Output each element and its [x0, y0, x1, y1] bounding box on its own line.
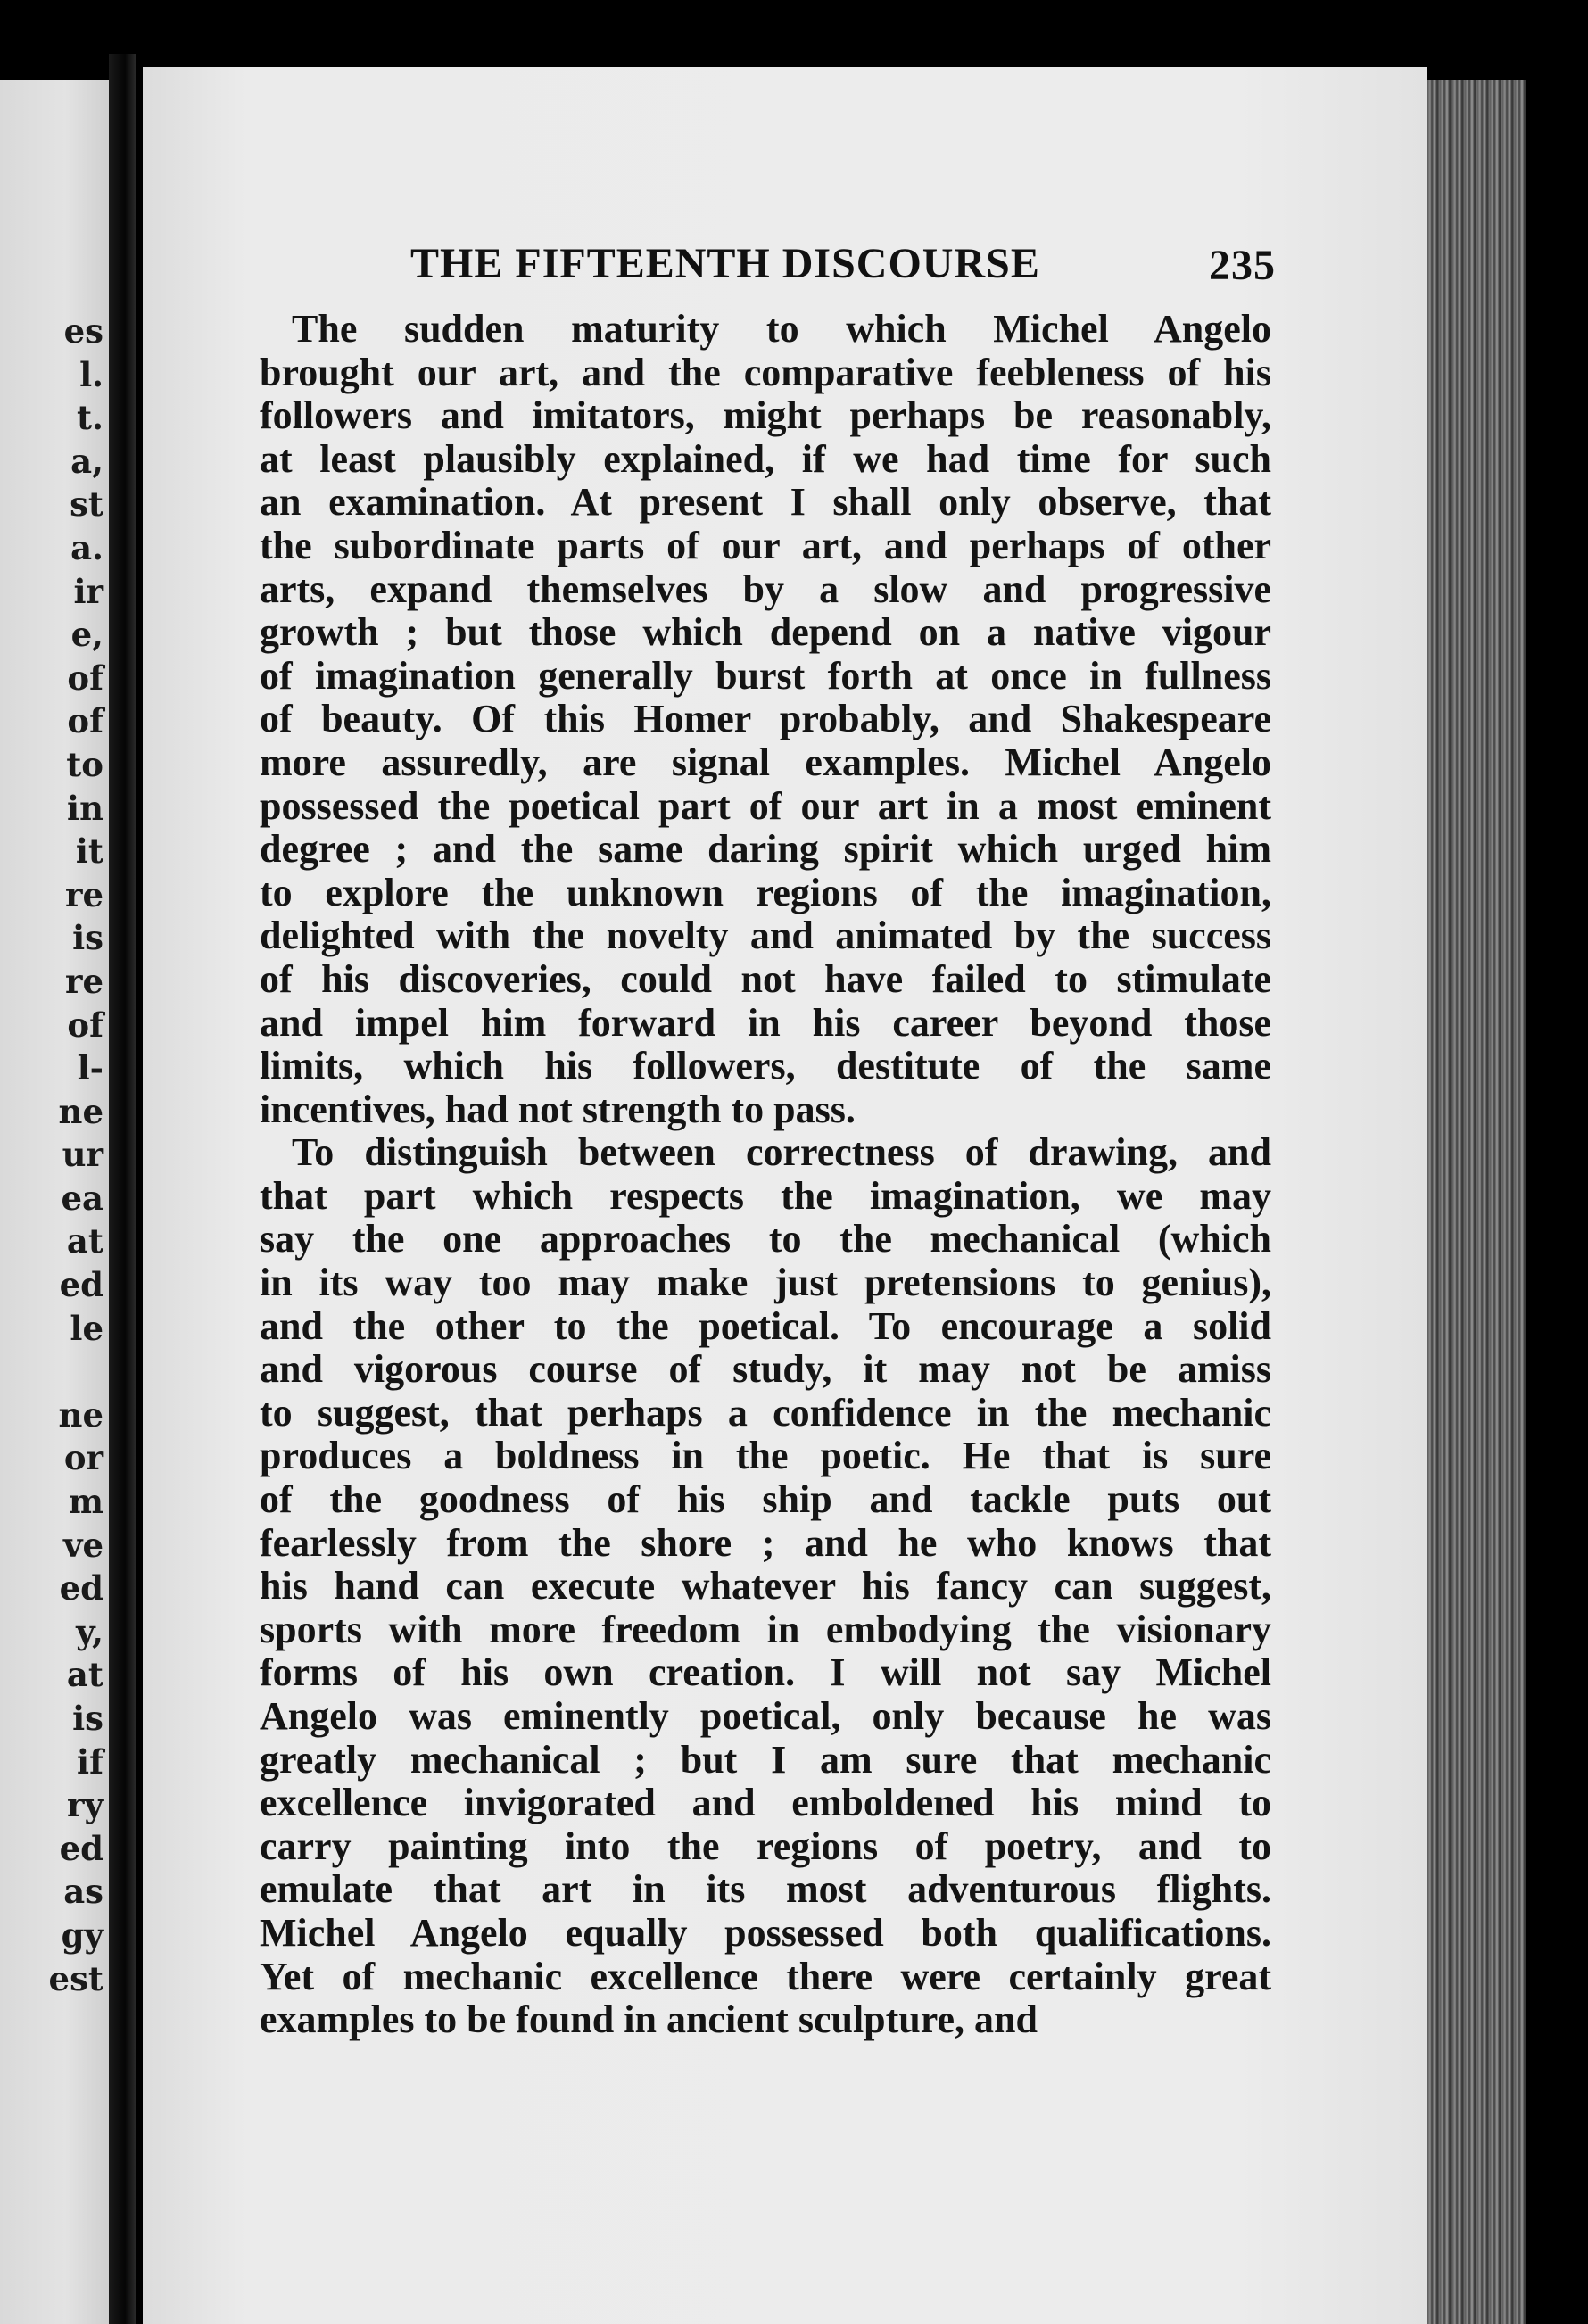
text-line: his hand can execute whatever his fancy can suggest,: [260, 1564, 1271, 1609]
facing-page-left: [0, 80, 109, 2324]
text-line: and impel him forward in his career beyond those: [260, 1000, 1271, 1045]
facing-page-fragment: in: [67, 788, 103, 828]
text-line: limits, which his followers, destitute of the same: [260, 1044, 1271, 1088]
text-line: possessed the poetical part of our art in a most eminent: [260, 783, 1271, 828]
facing-page-fragment: at: [66, 1221, 103, 1261]
text-line: of imagination generally burst forth at once in fullness: [260, 653, 1271, 698]
text-line: and vigorous course of study, it may not be amiss: [260, 1347, 1271, 1392]
text-line: followers and imitators, might perhaps be reasonably,: [260, 393, 1271, 438]
text-line: Michel Angelo equally possessed both qualifications.: [260, 1910, 1271, 1955]
facing-page-fragment: ed: [59, 1265, 103, 1305]
facing-page-fragment: ea: [61, 1178, 103, 1218]
facing-page-fragment: re: [64, 874, 103, 914]
facing-page-fragment: ir: [73, 571, 103, 611]
facing-page-fragment: of: [67, 701, 103, 741]
facing-page-fragment: if: [77, 1741, 103, 1782]
facing-page-fragment: ve: [62, 1525, 103, 1565]
text-line: carry painting into the regions of poetry, and to: [260, 1824, 1271, 1868]
facing-page-fragment: st: [70, 484, 103, 525]
facing-page-fragment: gy: [61, 1915, 103, 1955]
facing-page-fragment: y,: [76, 1611, 103, 1651]
facing-page-fragment: t.: [77, 398, 103, 438]
scan-border: [1526, 0, 1588, 2324]
text-line: of his discoveries, could not have failed to stimulate: [260, 956, 1271, 1001]
paragraph: [227, 1131, 1271, 2041]
facing-page-fragment: re: [64, 961, 103, 1001]
facing-page-fragment: ed: [59, 1568, 103, 1609]
facing-page-fragment: ne: [58, 1394, 103, 1435]
text-line: Yet of mechanic excellence there were certainly great: [260, 1954, 1271, 1998]
paragraph: [227, 308, 1271, 1131]
text-line: in its way too may make just pretensions to genius),: [260, 1261, 1271, 1305]
text-line: forms of his own creation. I will not say Michel: [260, 1650, 1271, 1695]
text-line: examples to be found in ancient sculpture, and: [260, 1997, 1038, 2042]
facing-page-fragment: a.: [70, 527, 103, 567]
facing-page-fragment: l-: [77, 1048, 103, 1088]
facing-page-fragment: a,: [70, 441, 103, 481]
text-line: To distinguish between correctness of drawing, and: [292, 1130, 1271, 1175]
text-line: degree ; and the same daring spirit which urged him: [260, 827, 1271, 872]
facing-page-fragment: or: [63, 1438, 103, 1478]
text-line: at least plausibly explained, if we had time for such: [260, 436, 1271, 481]
text-line: say the one approaches to the mechanical (which: [260, 1217, 1271, 1261]
facing-page-fragment: to: [66, 744, 103, 784]
text-line: arts, expand themselves by a slow and progressive: [260, 567, 1271, 611]
text-line: growth ; but those which depend on a native vigour: [260, 610, 1271, 655]
text-line: of beauty. Of this Homer probably, and Shakespeare: [260, 697, 1271, 741]
text-line: sports with more freedom in embodying the visionary: [260, 1607, 1271, 1651]
page-edges: [1427, 80, 1526, 2324]
page-number: 235: [1209, 242, 1276, 289]
text-line: excellence invigorated and emboldened his mind to: [260, 1781, 1271, 1825]
facing-page-fragment: m: [68, 1482, 103, 1522]
text-line: Angelo was eminently poetical, only because he was: [260, 1694, 1271, 1738]
text-line: of the goodness of his ship and tackle puts out: [260, 1477, 1271, 1522]
text-line: produces a boldness in the poetic. He that is sure: [260, 1434, 1271, 1478]
facing-page-fragment: l.: [79, 354, 103, 394]
body-text: [227, 308, 1271, 2042]
text-line: that part which respects the imagination, we may: [260, 1173, 1271, 1218]
facing-page-fragment: [49, 1350, 103, 1394]
facing-page-fragment: ed: [59, 1828, 103, 1868]
facing-page-fragment: it: [75, 831, 103, 872]
text-line: fearlessly from the shore ; and he who knows that: [260, 1520, 1271, 1565]
facing-page-fragment: of: [67, 1005, 103, 1045]
facing-page-fragment: es: [63, 311, 103, 351]
text-line: and the other to the poetical. To encourage a solid: [260, 1303, 1271, 1348]
facing-page-fragment: as: [63, 1872, 103, 1912]
text-line: The sudden maturity to which Michel Angelo: [292, 307, 1271, 351]
facing-page-fragment: le: [70, 1308, 103, 1348]
facing-page-fragment: is: [72, 1699, 103, 1738]
text-line: more assuredly, are signal examples. Michel Angelo: [260, 740, 1271, 784]
facing-page-fragment: est: [48, 1958, 103, 1998]
facing-page-fragment: ur: [62, 1135, 103, 1175]
text-line: emulate that art in its most adventurous flights.: [260, 1867, 1271, 1912]
text-line: an examination. At present I shall only observe, that: [260, 480, 1271, 525]
facing-page-fragment: e,: [70, 615, 103, 655]
facing-page-fragment: ry: [67, 1785, 103, 1825]
text-line: incentives, had not strength to pass.: [260, 1087, 856, 1131]
facing-page-fragment: ne: [58, 1091, 103, 1131]
facing-page-fragment: of: [67, 658, 103, 698]
text-line: delighted with the novelty and animated by the success: [260, 914, 1271, 958]
facing-page-fragment: at: [66, 1655, 103, 1695]
text-line: to suggest, that perhaps a confidence in the mechanic: [260, 1390, 1271, 1435]
text-line: to explore the unknown regions of the imagination,: [260, 870, 1271, 914]
text-line: greatly mechanical ; but I am sure that mechanic: [260, 1737, 1271, 1782]
facing-page-text-fragments: [49, 310, 103, 2000]
facing-page-fragment: is: [72, 918, 103, 958]
running-title: THE FIFTEENTH DISCOURSE: [410, 240, 1040, 287]
text-line: the subordinate parts of our art, and perhaps of other: [260, 523, 1271, 567]
text-line: brought our art, and the comparative feebleness of his: [260, 350, 1271, 394]
book-gutter: [109, 54, 136, 2324]
